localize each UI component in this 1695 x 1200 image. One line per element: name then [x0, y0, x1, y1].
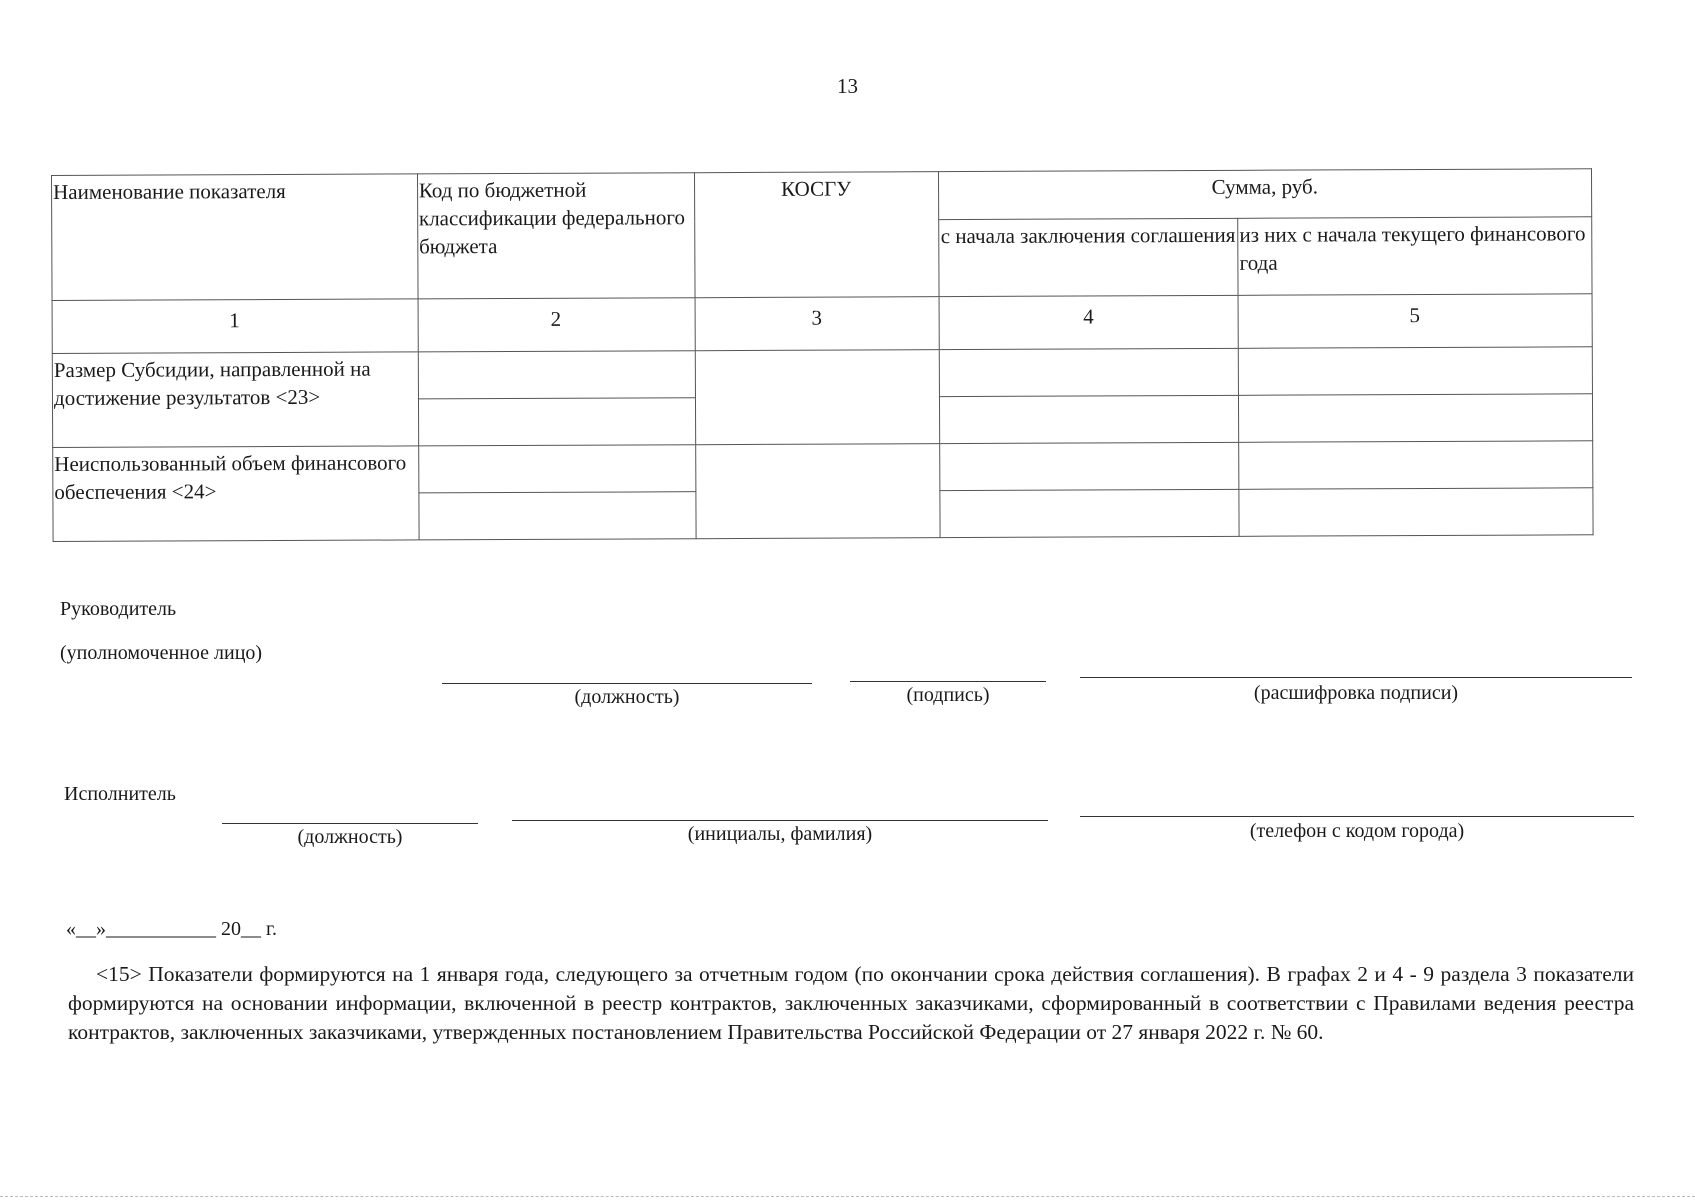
header-sum-group: Сумма, руб.	[939, 169, 1592, 220]
table-cell	[418, 398, 695, 446]
column-number: 5	[1238, 294, 1592, 349]
row-label-unused-volume: Неиспользованный объем финансового обеспечения <24>	[53, 446, 419, 542]
table-cell	[695, 444, 940, 539]
table-cell	[940, 395, 1239, 443]
table-cell	[1239, 488, 1593, 537]
report-table	[51, 168, 1594, 542]
table-cell	[418, 445, 695, 493]
executor-position-caption: (должность)	[297, 826, 403, 848]
date-line: «__»___________ 20__ г.	[66, 918, 277, 940]
table-cell	[419, 492, 696, 540]
signature-transcript-caption: (расшифровка подписи)	[1253, 682, 1459, 704]
table-cell	[695, 350, 940, 445]
header-kosgu: КОСГУ	[694, 172, 939, 298]
table-cell	[1239, 394, 1593, 443]
column-number-row	[52, 294, 1592, 354]
table-cell	[1238, 347, 1592, 396]
page-number: 13	[837, 74, 858, 98]
executor-position-line	[222, 823, 478, 824]
scan-edge-divider	[0, 1196, 1695, 1197]
header-budget-code: Код по бюджетной классификации федерального бюджета	[417, 173, 694, 299]
footnote-15: <15> Показатели формируются на 1 января года, следующего за отчетным годом (по окончании срока действия соглашения). В графах 2 и 4 - 9 раздела 3 показатели формируются на основании информации, включенной в реестр контрактов, заключенных заказчиками, сформированный в соответствии с Правилами ведения реестра контрактов, заключенных заказчиками, утвержденных постановлением Правительства Российской Федерации от 27 января 2022 г. № 60.	[68, 962, 1634, 1044]
table-cell	[940, 489, 1239, 537]
executor-name-caption: (инициалы, фамилия)	[687, 823, 873, 845]
column-number: 4	[939, 295, 1238, 349]
table-cell	[940, 348, 1239, 396]
executor-phone-caption: (телефон с кодом города)	[1249, 820, 1465, 842]
authorized-person-label: (уполномоченное лицо)	[60, 642, 263, 664]
table-cell	[1239, 441, 1593, 490]
header-since-year-start: из них с начала текущего финансового года	[1238, 217, 1592, 295]
executor-label: Исполнитель	[64, 783, 176, 805]
position-line	[442, 683, 812, 684]
column-number: 1	[52, 299, 418, 354]
table-header-row	[52, 169, 1592, 224]
header-indicator-name: Наименование показателя	[52, 174, 418, 301]
position-caption: (должность)	[574, 686, 680, 708]
executor-name-line	[512, 820, 1048, 821]
column-number: 3	[695, 297, 940, 351]
signature-caption: (подпись)	[906, 684, 990, 706]
table-cell	[418, 351, 695, 399]
row-label-subsidy: Размер Субсидии, направленной на достижение результатов <23>	[52, 352, 418, 448]
table-row	[53, 441, 1593, 495]
head-label: Руководитель	[60, 598, 177, 620]
signature-transcript-line	[1080, 677, 1632, 678]
executor-phone-line	[1080, 816, 1634, 817]
table-cell	[940, 442, 1239, 490]
signature-line	[850, 681, 1046, 682]
table-row	[52, 347, 1592, 401]
header-since-agreement: с начала заключения соглашения	[939, 218, 1238, 296]
column-number: 2	[418, 298, 695, 352]
